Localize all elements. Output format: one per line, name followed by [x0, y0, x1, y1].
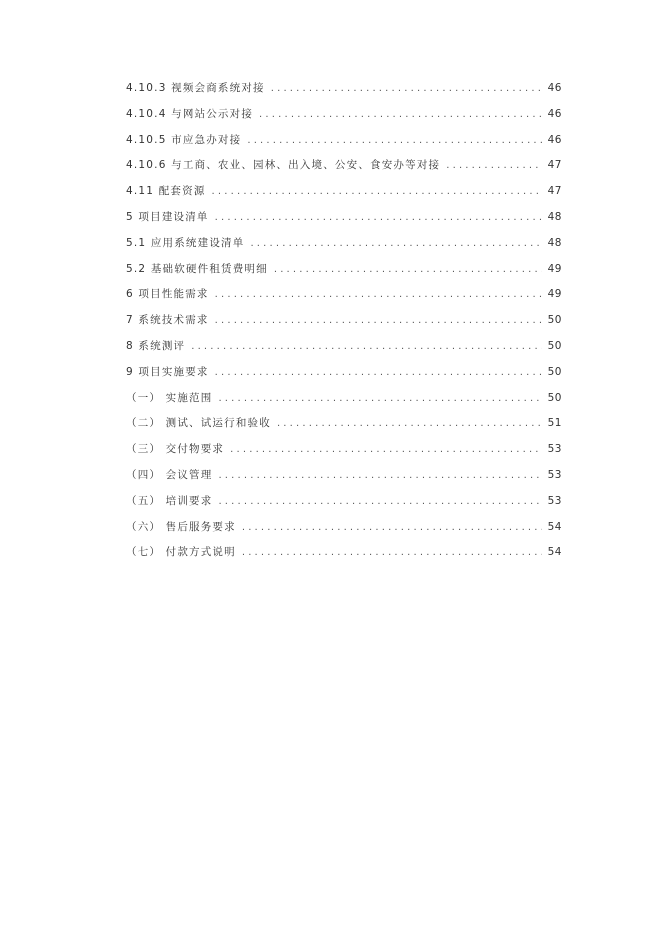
toc-entry-page: 53: [547, 494, 562, 507]
toc-entry[interactable]: [126, 360, 562, 386]
toc-entry-title: 5 项目建设清单: [126, 210, 209, 223]
toc-dot-leader: [242, 540, 542, 566]
toc-dot-leader: [218, 386, 541, 412]
toc-entry-title: 9 项目实施要求: [126, 365, 209, 378]
toc-entry[interactable]: [126, 282, 562, 308]
toc-entry-page: 50: [547, 314, 562, 327]
toc-entry-title: （三） 交付物要求: [126, 443, 225, 456]
toc-entry-title: 5.1 应用系统建设清单: [126, 236, 245, 249]
toc-entry-page: 47: [547, 159, 562, 172]
toc-dot-leader: [191, 334, 541, 360]
toc-entry-page: 53: [547, 443, 562, 456]
toc-dot-leader: [250, 231, 541, 257]
toc-entry-title: （四） 会议管理: [126, 468, 213, 481]
toc-entry-page: 46: [547, 82, 562, 94]
toc-dot-leader: [218, 489, 541, 515]
toc-entry-page: 48: [547, 236, 562, 249]
toc-entry[interactable]: [126, 257, 562, 283]
toc-entry-page: 51: [547, 417, 562, 430]
toc-dot-leader: [271, 76, 542, 102]
toc-entry[interactable]: [126, 179, 562, 205]
toc-entry[interactable]: [126, 102, 562, 128]
toc-dot-leader: [446, 153, 541, 179]
toc-entry[interactable]: [126, 76, 562, 102]
toc-entry-page: 46: [547, 133, 562, 146]
toc-entry-title: 4.11 配套资源: [126, 185, 206, 198]
toc-dot-leader: [218, 463, 541, 489]
toc-entry-page: 50: [547, 339, 562, 352]
toc-entry-page: 49: [547, 262, 562, 275]
toc-entry-title: 4.10.6 与工商、农业、园林、出入境、公安、食安办等对接: [126, 159, 441, 172]
toc-entry[interactable]: [126, 515, 562, 541]
toc-dot-leader: [259, 102, 542, 128]
toc-dot-leader: [215, 308, 542, 334]
toc-entry[interactable]: [126, 437, 562, 463]
toc-entry-title: 8 系统测评: [126, 339, 186, 352]
toc-entry-title: 6 项目性能需求: [126, 288, 209, 301]
toc-entry[interactable]: [126, 334, 562, 360]
toc-entry-title: （二） 测试、试运行和验收: [126, 417, 271, 430]
toc-dot-leader: [215, 360, 542, 386]
toc-entry[interactable]: [126, 411, 562, 437]
toc-entry-title: 7 系统技术需求: [126, 314, 209, 327]
toc-dot-leader: [212, 179, 542, 205]
toc-dot-leader: [242, 515, 542, 541]
toc-entry-title: 5.2 基础软硬件租赁费明细: [126, 262, 268, 275]
toc-entry-title: （五） 培训要求: [126, 494, 213, 507]
toc-entry-page: 54: [547, 520, 562, 533]
table-of-contents: [126, 76, 562, 566]
toc-dot-leader: [215, 282, 542, 308]
toc-entry-title: （七） 付款方式说明: [126, 546, 236, 559]
toc-entry-page: 49: [547, 288, 562, 301]
toc-entry-title: 4.10.3 视频会商系统对接: [126, 82, 265, 94]
toc-entry[interactable]: [126, 128, 562, 154]
toc-entry-title: （一） 实施范围: [126, 391, 213, 404]
toc-entry-page: 48: [547, 210, 562, 223]
toc-entry-title: （六） 售后服务要求: [126, 520, 236, 533]
toc-entry[interactable]: [126, 231, 562, 257]
toc-entry[interactable]: [126, 386, 562, 412]
toc-entry[interactable]: [126, 489, 562, 515]
toc-entry[interactable]: [126, 308, 562, 334]
toc-entry-title: 4.10.5 市应急办对接: [126, 133, 242, 146]
toc-dot-leader: [274, 257, 542, 283]
toc-dot-leader: [230, 437, 541, 463]
toc-dot-leader: [247, 128, 541, 154]
toc-entry[interactable]: [126, 463, 562, 489]
toc-entry-title: 4.10.4 与网站公示对接: [126, 107, 254, 120]
toc-entry-page: 53: [547, 468, 562, 481]
toc-dot-leader: [277, 411, 542, 437]
toc-entry[interactable]: [126, 205, 562, 231]
toc-entry-page: 50: [547, 391, 562, 404]
toc-entry[interactable]: [126, 153, 562, 179]
toc-entry-page: 46: [547, 107, 562, 120]
toc-entry-page: 54: [547, 546, 562, 559]
toc-dot-leader: [215, 205, 542, 231]
toc-entry-page: 50: [547, 365, 562, 378]
toc-entry-page: 47: [547, 185, 562, 198]
toc-entry[interactable]: [126, 540, 562, 566]
